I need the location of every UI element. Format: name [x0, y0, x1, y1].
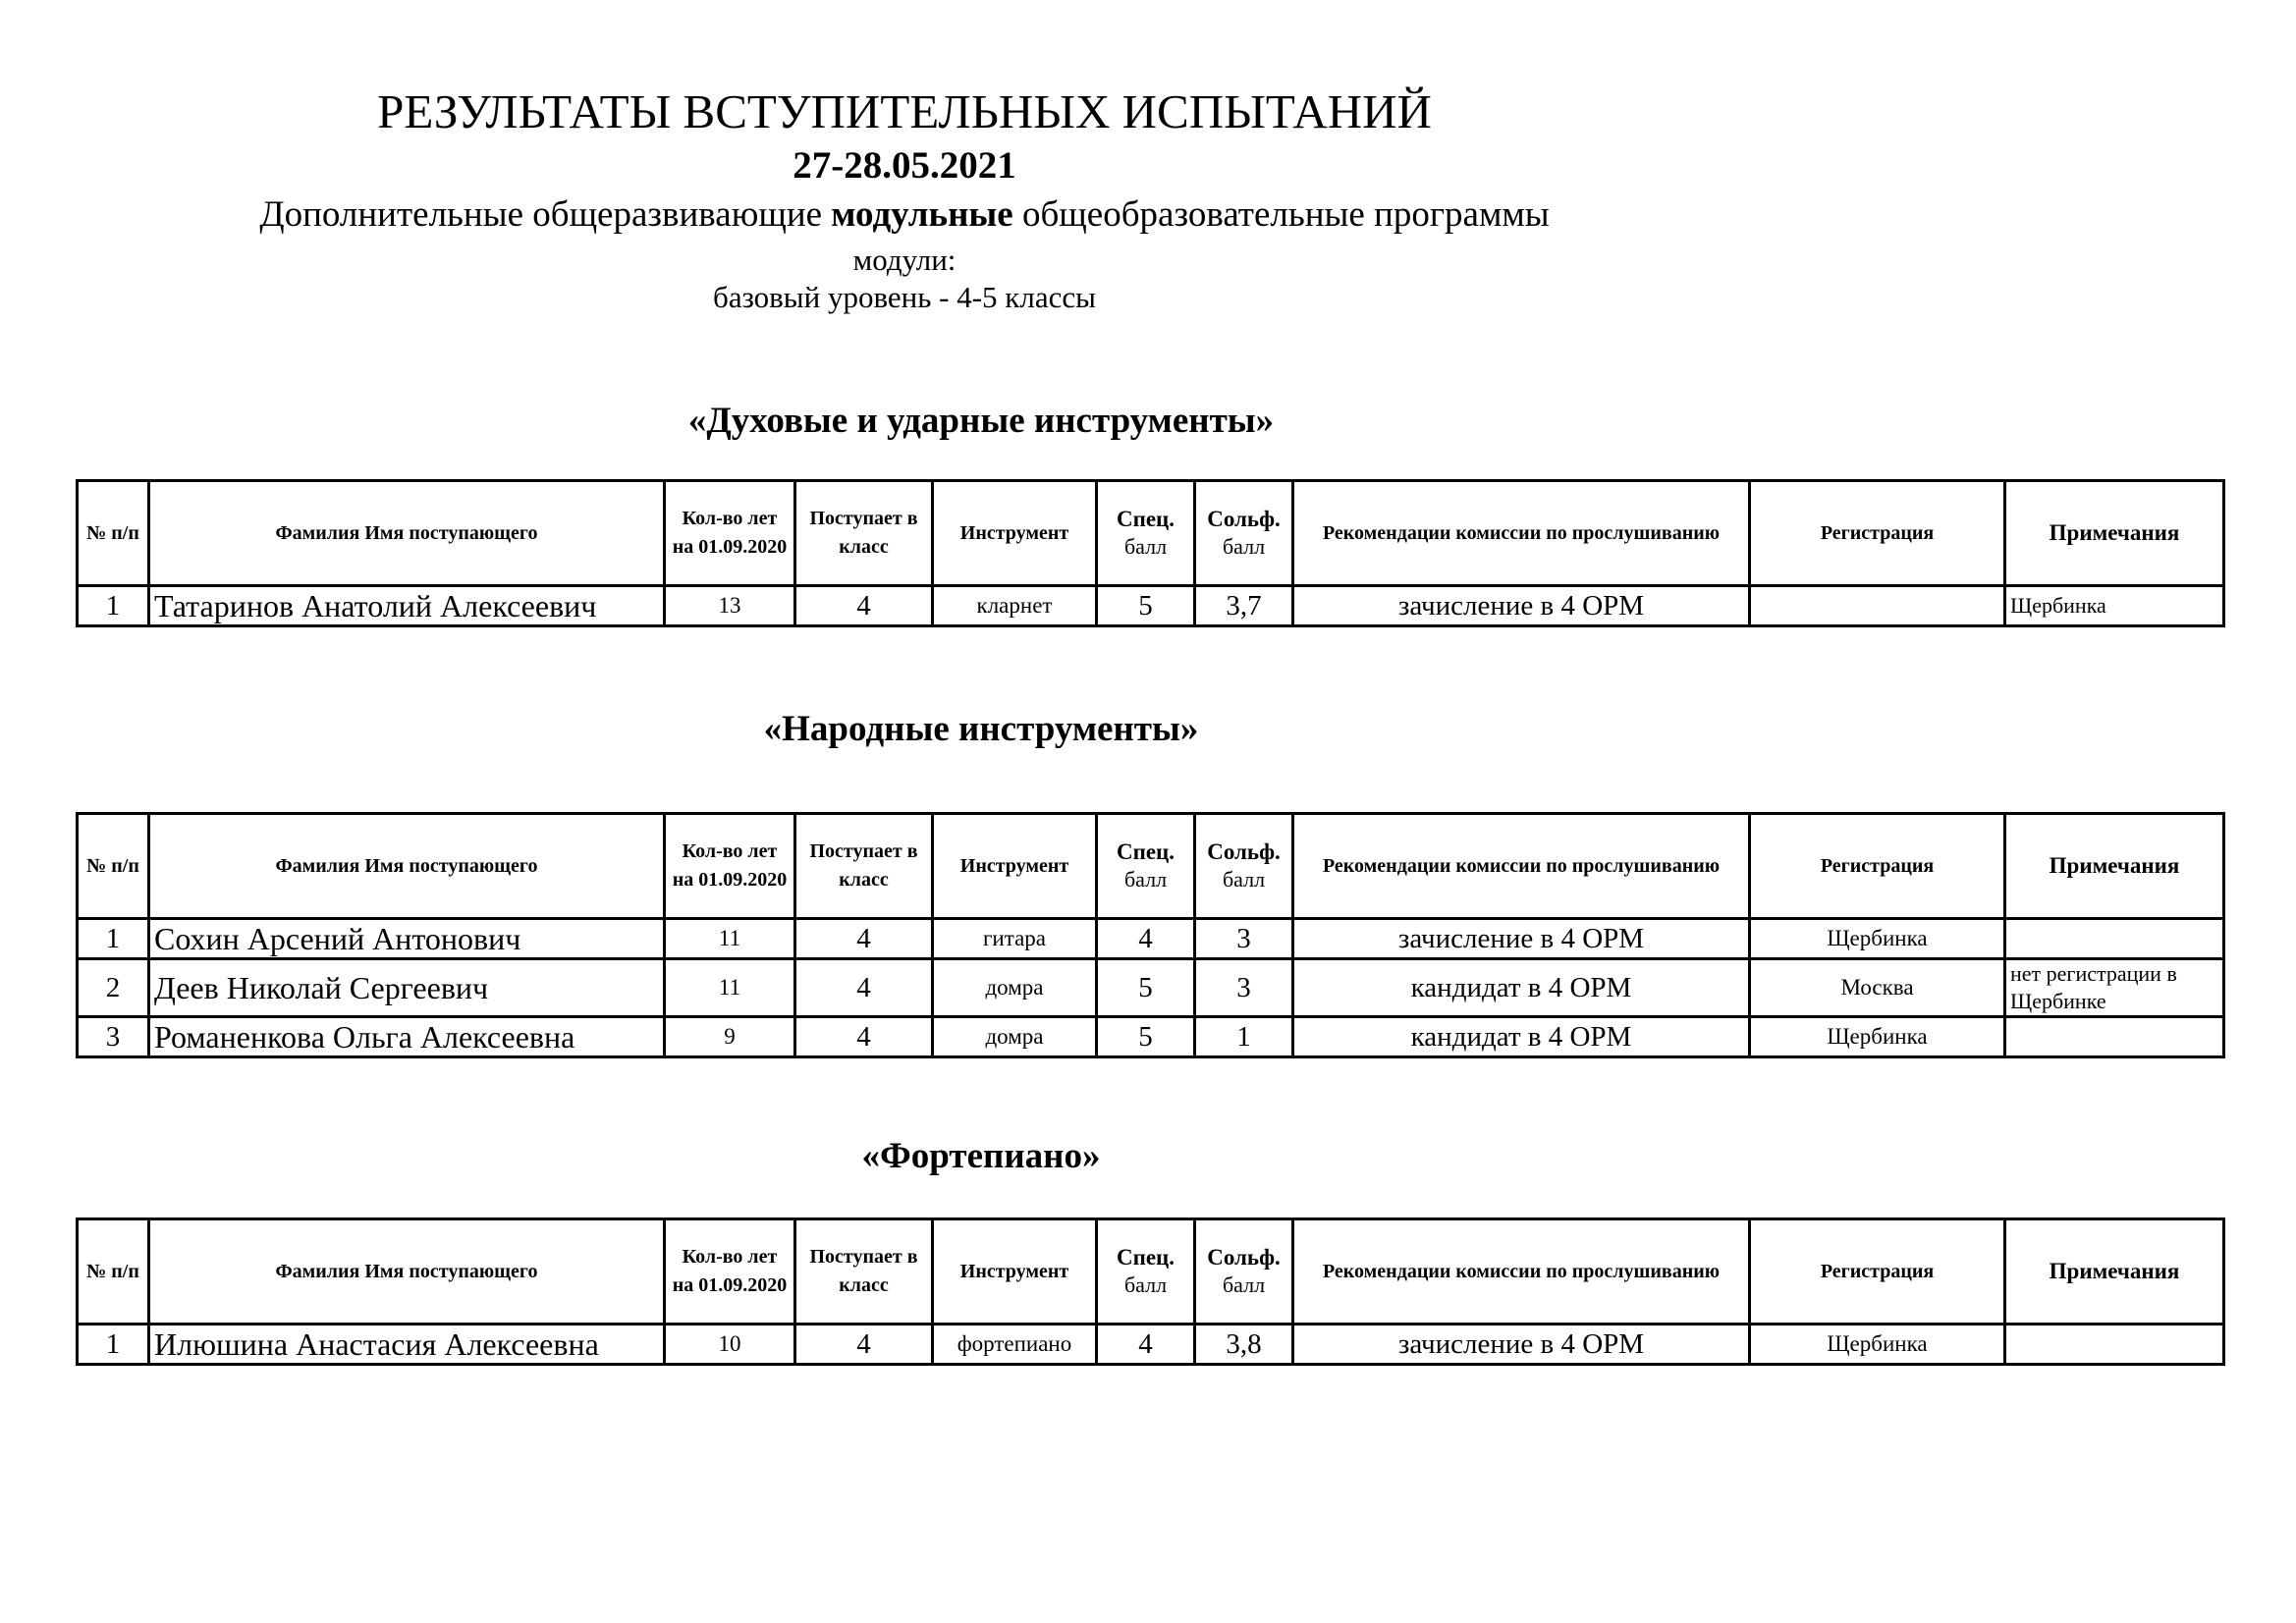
col-header-spec-label: Спец.	[1116, 839, 1175, 864]
col-header-registration	[1750, 481, 2005, 586]
cell-years: 9	[665, 1017, 795, 1057]
level-line: базовый уровень - 4-5 классы	[713, 280, 1096, 314]
cell-num: 1	[78, 1325, 149, 1365]
table-row	[78, 1325, 2224, 1365]
cell-class: 4	[795, 919, 933, 959]
cell-recommendation: кандидат в 4 ОРМ	[1293, 959, 1750, 1017]
cell-num: 3	[78, 1017, 149, 1057]
header-row	[78, 1219, 2224, 1325]
col-header-recommendation-label: Рекомендации комиссии по прослушиванию	[1322, 1260, 1721, 1282]
cell-instrument: гитара	[933, 919, 1097, 959]
cell-spec: 4	[1097, 919, 1195, 959]
cell-spec: 4	[1097, 1325, 1195, 1365]
col-header-name-label: Фамилия Имя поступающего	[275, 521, 538, 544]
col-header-notes-label: Примечания	[2049, 853, 2180, 878]
col-header-solf-unit: балл	[1222, 1272, 1266, 1297]
programs-text-bold: модульные	[831, 194, 1013, 235]
col-header-years	[665, 1219, 795, 1325]
cell-recommendation: зачисление в 4 ОРМ	[1293, 1325, 1750, 1365]
col-header-solf-label: Сольф.	[1207, 1245, 1281, 1270]
cell-solf: 3,8	[1195, 1325, 1293, 1365]
programs-line	[0, 192, 2052, 238]
col-header-number	[78, 814, 149, 919]
cell-registration	[1750, 586, 2005, 626]
col-header-spec-unit: балл	[1123, 867, 1168, 892]
cell-recommendation: зачисление в 4 ОРМ	[1293, 919, 1750, 959]
exam-date: 27-28.05.2021	[793, 144, 1016, 187]
cell-class: 4	[795, 959, 933, 1017]
table-row	[78, 919, 2224, 959]
table-row	[78, 959, 2224, 1017]
col-header-registration-label: Регистрация	[1820, 521, 1935, 544]
cell-registration: Москва	[1750, 959, 2005, 1017]
programs-text-after: общеобразовательные программы	[1012, 194, 1550, 235]
results-table-folk	[76, 812, 2225, 1058]
col-header-name	[149, 1219, 665, 1325]
col-header-instrument-label: Инструмент	[959, 854, 1069, 877]
cell-instrument: фортепиано	[933, 1325, 1097, 1365]
col-header-recommendation	[1293, 481, 1750, 586]
col-header-instrument-label: Инструмент	[959, 1260, 1069, 1282]
cell-solf: 3	[1195, 919, 1293, 959]
col-header-notes	[2005, 481, 2224, 586]
col-header-class	[795, 814, 933, 919]
col-header-class-label: Поступает в класс	[809, 1246, 918, 1296]
cell-years: 11	[665, 919, 795, 959]
col-header-instrument-label: Инструмент	[959, 521, 1069, 544]
col-header-spec	[1097, 481, 1195, 586]
cell-years: 10	[665, 1325, 795, 1365]
cell-notes	[2005, 1325, 2224, 1365]
cell-notes	[2005, 919, 2224, 959]
col-header-name	[149, 481, 665, 586]
cell-notes: Щербинка	[2005, 586, 2224, 626]
col-header-name-label: Фамилия Имя поступающего	[275, 1260, 538, 1282]
cell-class: 4	[795, 586, 933, 626]
col-header-years-label: Кол-во лет на 01.09.2020	[672, 508, 788, 558]
col-header-notes	[2005, 814, 2224, 919]
cell-num: 2	[78, 959, 149, 1017]
col-header-notes-label: Примечания	[2049, 520, 2180, 545]
table-row	[78, 586, 2224, 626]
cell-name: Илюшина Анастасия Алексеевна	[149, 1325, 665, 1365]
col-header-spec	[1097, 1219, 1195, 1325]
cell-instrument: домра	[933, 1017, 1097, 1057]
results-table-piano	[76, 1217, 2225, 1366]
col-header-years-label: Кол-во лет на 01.09.2020	[672, 1246, 788, 1296]
col-header-solf	[1195, 481, 1293, 586]
col-header-spec-unit: балл	[1123, 534, 1168, 559]
col-header-instrument	[933, 814, 1097, 919]
col-header-class-label: Поступает в класс	[809, 840, 918, 891]
cell-recommendation: кандидат в 4 ОРМ	[1293, 1017, 1750, 1057]
col-header-class	[795, 1219, 933, 1325]
col-header-solf-label: Сольф.	[1207, 839, 1281, 864]
col-header-class	[795, 481, 933, 586]
cell-class: 4	[795, 1325, 933, 1365]
cell-years: 11	[665, 959, 795, 1017]
col-header-registration-label: Регистрация	[1820, 1260, 1935, 1282]
cell-name: Сохин Арсений Антонович	[149, 919, 665, 959]
col-header-number-label: № п/п	[86, 1260, 139, 1282]
col-header-name	[149, 814, 665, 919]
col-header-notes-label: Примечания	[2049, 1259, 2180, 1283]
cell-spec: 5	[1097, 586, 1195, 626]
col-header-spec-unit: балл	[1123, 1272, 1168, 1297]
cell-num: 1	[78, 919, 149, 959]
cell-name: Романенкова Ольга Алексеевна	[149, 1017, 665, 1057]
cell-name: Татаринов Анатолий Алексеевич	[149, 586, 665, 626]
col-header-solf-unit: балл	[1222, 534, 1266, 559]
cell-notes	[2005, 1017, 2224, 1057]
cell-class: 4	[795, 1017, 933, 1057]
section-title-folk: «Народные инструменты»	[763, 709, 1199, 749]
col-header-number-label: № п/п	[86, 521, 139, 544]
cell-solf: 1	[1195, 1017, 1293, 1057]
col-header-class-label: Поступает в класс	[809, 508, 918, 558]
col-header-spec	[1097, 814, 1195, 919]
cell-years: 13	[665, 586, 795, 626]
col-header-recommendation	[1293, 814, 1750, 919]
col-header-recommendation	[1293, 1219, 1750, 1325]
col-header-solf-unit: балл	[1222, 867, 1266, 892]
cell-name: Деев Николай Сергеевич	[149, 959, 665, 1017]
page-title: РЕЗУЛЬТАТЫ ВСТУПИТЕЛЬНЫХ ИСПЫТАНИЙ	[377, 84, 1432, 138]
table-row	[78, 1017, 2224, 1057]
cell-solf: 3	[1195, 959, 1293, 1017]
cell-spec: 5	[1097, 1017, 1195, 1057]
col-header-number-label: № п/п	[86, 854, 139, 877]
col-header-notes	[2005, 1219, 2224, 1325]
cell-registration: Щербинка	[1750, 1325, 2005, 1365]
programs-text-before: Дополнительные общеразвивающие	[259, 194, 832, 235]
col-header-number	[78, 481, 149, 586]
col-header-registration	[1750, 1219, 2005, 1325]
cell-registration: Щербинка	[1750, 919, 2005, 959]
cell-solf: 3,7	[1195, 586, 1293, 626]
col-header-registration	[1750, 814, 2005, 919]
col-header-recommendation-label: Рекомендации комиссии по прослушиванию	[1322, 521, 1721, 544]
col-header-instrument	[933, 481, 1097, 586]
section-title-wind-percussion: «Духовые и ударные инструменты»	[687, 401, 1275, 441]
col-header-solf	[1195, 1219, 1293, 1325]
col-header-solf-label: Сольф.	[1207, 507, 1281, 531]
cell-spec: 5	[1097, 959, 1195, 1017]
section-title-piano: «Фортепиано»	[861, 1136, 1101, 1176]
cell-recommendation: зачисление в 4 ОРМ	[1293, 586, 1750, 626]
cell-instrument: домра	[933, 959, 1097, 1017]
col-header-number	[78, 1219, 149, 1325]
cell-notes: нет регистрации в Щербинке	[2005, 959, 2224, 1017]
results-table-wind-percussion	[76, 479, 2225, 627]
col-header-instrument	[933, 1219, 1097, 1325]
col-header-registration-label: Регистрация	[1820, 854, 1935, 877]
col-header-name-label: Фамилия Имя поступающего	[275, 854, 538, 877]
col-header-spec-label: Спец.	[1116, 507, 1175, 531]
header-row	[78, 481, 2224, 586]
col-header-recommendation-label: Рекомендации комиссии по прослушиванию	[1322, 854, 1721, 877]
col-header-years	[665, 481, 795, 586]
cell-registration: Щербинка	[1750, 1017, 2005, 1057]
modules-label: модули:	[852, 243, 957, 277]
header-row	[78, 814, 2224, 919]
cell-num: 1	[78, 586, 149, 626]
col-header-years-label: Кол-во лет на 01.09.2020	[672, 840, 788, 891]
col-header-solf	[1195, 814, 1293, 919]
col-header-spec-label: Спец.	[1116, 1245, 1175, 1270]
col-header-years	[665, 814, 795, 919]
cell-instrument: кларнет	[933, 586, 1097, 626]
